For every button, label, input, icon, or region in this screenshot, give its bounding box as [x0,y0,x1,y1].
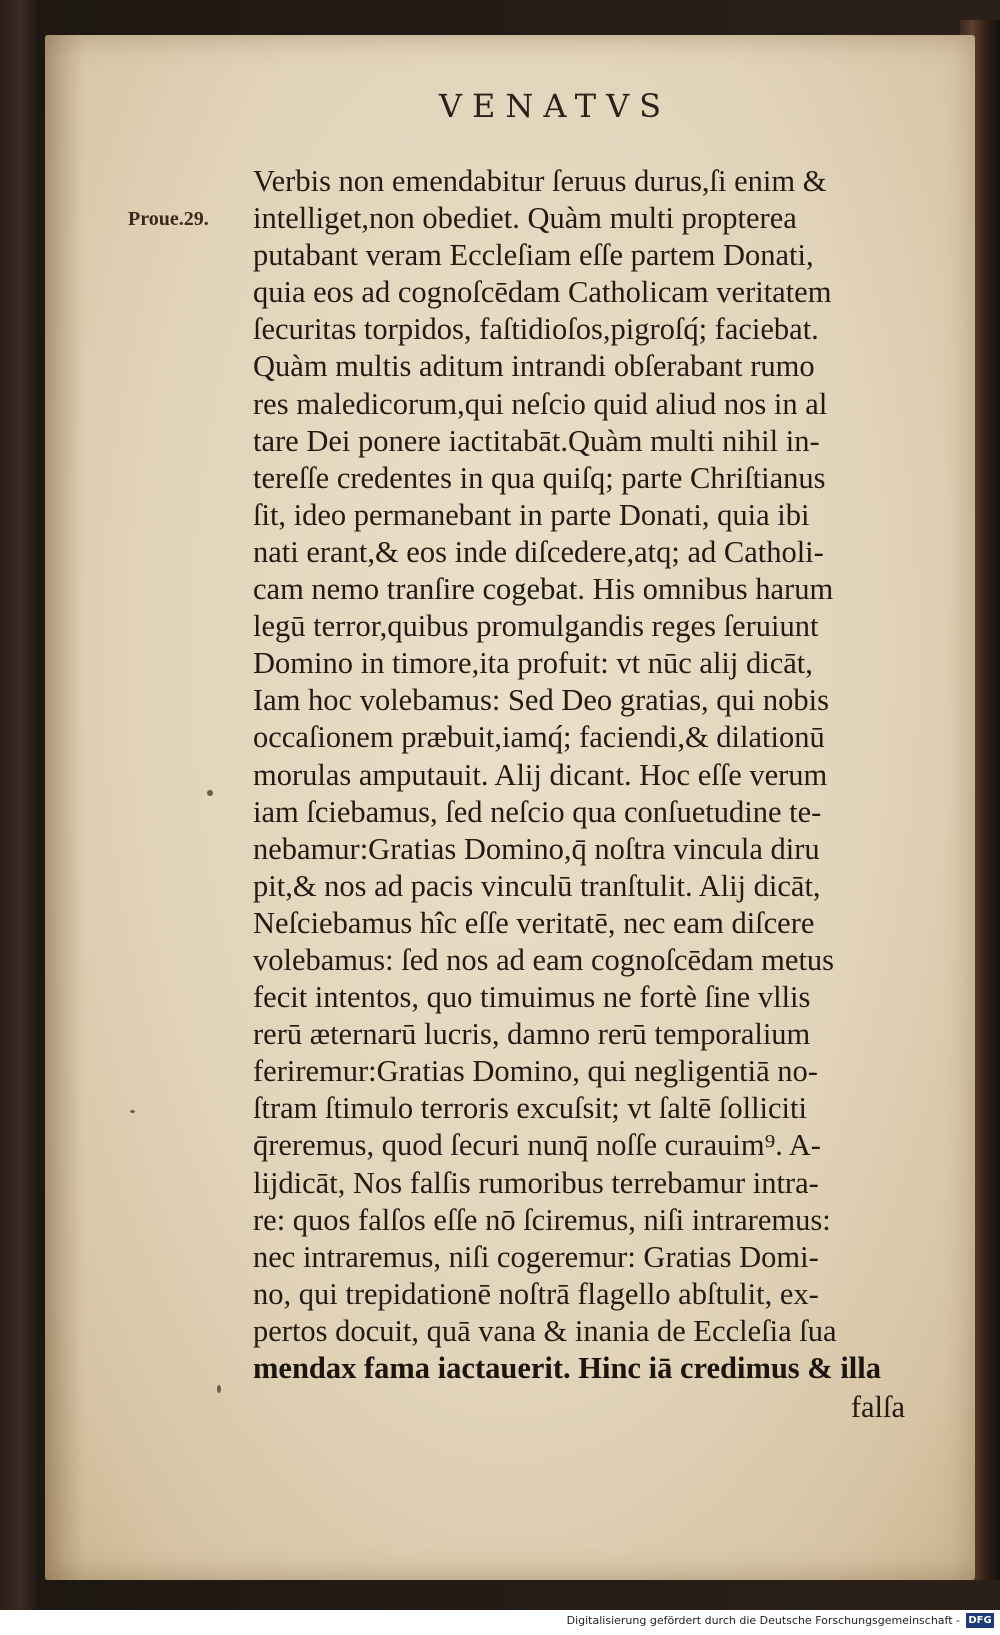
text-line: tare Dei ponere iactitabāt.Quàm multi nihil in- [253,423,820,458]
text-line: lijdicāt, Nos falſis rumoribus terrebamur intra- [253,1165,819,1200]
dfg-logo: DFG [966,1613,994,1628]
ink-speck [207,790,213,796]
text-line: iam ſciebamus, ſed neſcio qua conſuetudine te- [253,794,822,829]
text-line: res maledicorum,qui neſcio quid aliud nos in al [253,386,828,421]
text-line: occaſionem præbuit,iamq́; faciendi,& dilationū [253,720,825,755]
body-text [253,163,953,1387]
text-line: nati erant,& eos inde diſcedere,atq; ad Catholi- [253,534,824,569]
running-head: VENATVS [438,87,672,125]
book-page [45,35,975,1580]
text-line: putabant veram Eccleſiam eſſe partem Donati, [253,238,814,273]
text-line: intelliget,non obediet. Quàm multi propterea [253,201,797,236]
text-line: re: quos falſos eſſe nō ſciremus, niſi intraremus: [253,1202,831,1237]
text-line: morulas amputauit. Alij dicant. Hoc eſſe verum [253,757,828,792]
text-line: quia eos ad cognoſcēdam Catholicam veritatem [253,275,832,310]
text-line: ſecuritas torpidos, faſtidioſos,pigroſq́; faciebat. [253,312,819,347]
text-line: Domino in timore,ita profuit: vt nūc alij dicāt, [253,646,813,681]
text-line: pertos docuit, quā vana & inania de Eccleſia ſua [253,1313,837,1348]
text-line: nec intraremus, niſi cogeremur: Gratias Domi- [253,1239,819,1274]
text-line: fecit intentos, quo timuimus ne fortè ſine vllis [253,980,811,1015]
text-line: ſit, ideo permanebant in parte Donati, quia ibi [253,497,810,532]
ink-speck [130,1110,135,1113]
text-line: cam nemo tranſire cogebat. His omnibus harum [253,572,834,607]
text-line: Quàm multis aditum intrandi obſerabant rumo [253,349,815,384]
text-line: q̄reremus, quod ſecuri nunq̄ noſſe curauim⁹. A- [253,1128,821,1163]
catchword: falſa [850,1390,905,1424]
text-line: legū terror,quibus promulgandis reges ſeruiunt [253,609,819,644]
text-line: feriremur:Gratias Domino, qui negligentiā no- [253,1054,818,1089]
text-line: Iam hoc volebamus: Sed Deo gratias, qui nobis [253,683,830,718]
margin-note: Proue.29. [128,208,209,230]
text-line: Verbis non emendabitur ſeruus durus,ſi enim & [253,164,827,198]
ink-speck [217,1385,221,1393]
text-line: ſtram ſtimulo terroris excuſsit; vt ſaltē ſolliciti [253,1091,807,1126]
text-line: Neſciebamus hîc eſſe veritatē, nec eam diſcere [253,905,815,940]
funding-credit: Digitalisierung gefördert durch die Deutsche Forschungsgemeinschaft - [566,1614,960,1627]
text-line: pit,& nos ad pacis vinculū tranſtulit. Alij dicāt, [253,868,821,903]
text-line: rerū æternarū lucris, damno rerū temporalium [253,1017,811,1052]
text-line: nebamur:Gratias Domino,q̄ noſtra vincula diru [253,831,820,866]
text-line: volebamus: ſed nos ad eam cognoſcēdam metus [253,942,835,977]
text-line: tereſſe credentes in qua quiſq; parte Chriſtianus [253,460,826,495]
gutter-shadow [45,35,85,1580]
text-line: mendax fama iactauerit. Hinc iā credimus & illa [253,1351,882,1385]
text-line: no, qui trepidationē noſtrā flagello abſtulit, ex- [253,1276,819,1311]
